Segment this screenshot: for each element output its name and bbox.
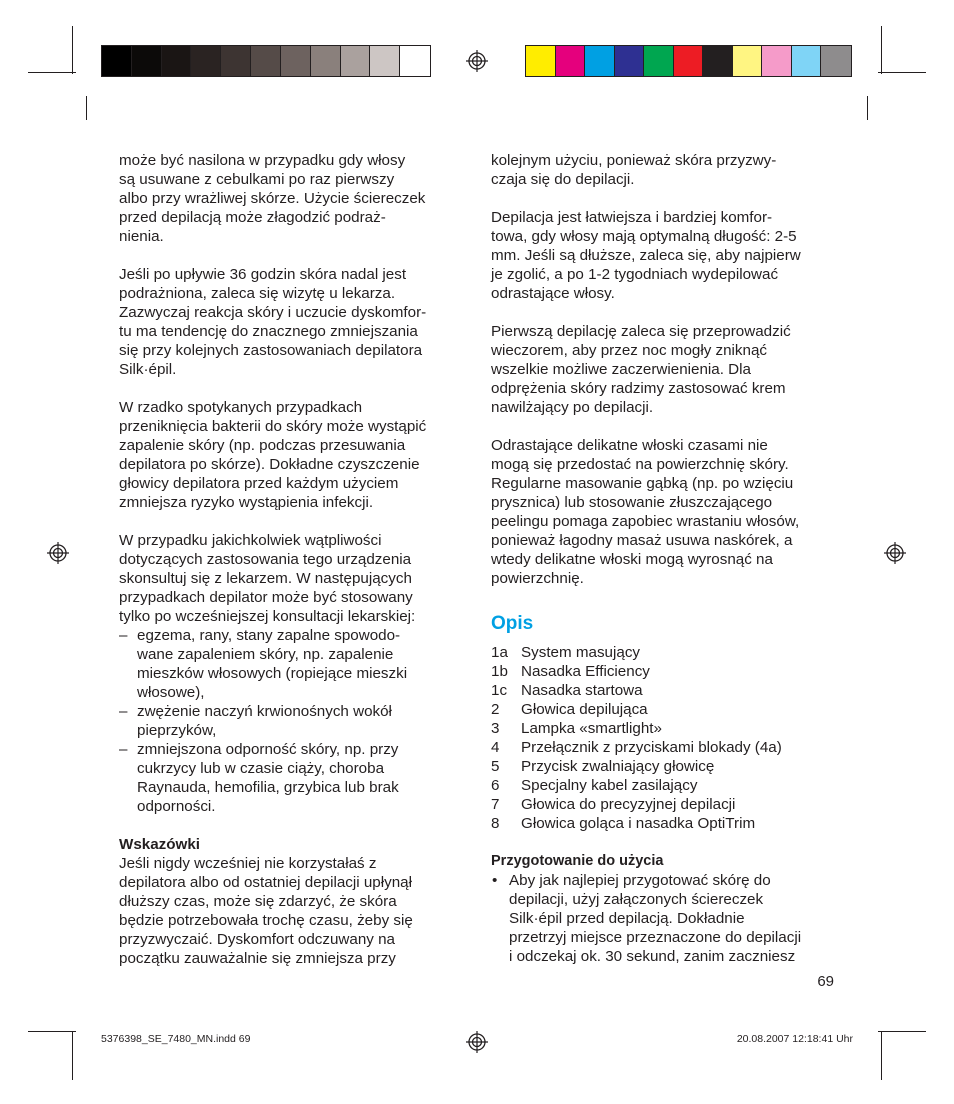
part-item bbox=[491, 643, 851, 662]
part-item bbox=[491, 776, 851, 795]
list-item: – zwężenie naczyń krwionośnych wokół pieprzyków, bbox=[119, 702, 469, 740]
preparation-heading: Przygotowanie do użycia bbox=[491, 853, 664, 869]
color-swatch bbox=[703, 46, 733, 76]
part-item bbox=[491, 719, 851, 738]
color-swatch bbox=[821, 46, 851, 76]
part-item bbox=[491, 757, 851, 776]
paragraph: Depilacja jest łatwiejsza i bardziej komfor- towa, gdy włosy mają optymalną długość: 2-5 mm. Jeśli są dłuższe, zaleca się, aby najpierw je zgolić, a po 1-2 tygodniach wydepilować odrastające włosy. bbox=[491, 209, 801, 302]
part-label: Nasadka Efficiency bbox=[521, 663, 650, 680]
left-column bbox=[119, 151, 469, 968]
crop-mark bbox=[72, 26, 73, 74]
part-number: 1b bbox=[491, 663, 508, 680]
list-item: – egzema, rany, stany zapalne spowodo- wane zapaleniem skóry, np. zapalenie mieszków włosowych (ropiejące mieszki włosowe), bbox=[119, 626, 469, 702]
color-swatch bbox=[526, 46, 556, 76]
crop-mark bbox=[881, 26, 882, 74]
part-number: 1c bbox=[491, 682, 508, 699]
paragraph: Odrastające delikatne włoski czasami nie mogą się przedostać na powierzchnię skóry. Regularne masowanie gąbką (np. po wzięciu prysznica) lub stosowanie złuszczającego peelingu pomaga zapobiec wrastaniu włosów, ponieważ łagodny masaż usuwa naskórek, a wtedy delikatne włoski mogą wyrosnąć na powierzchnię. bbox=[491, 437, 800, 587]
part-item bbox=[491, 738, 851, 757]
part-number: 1a bbox=[491, 644, 508, 661]
part-label: Nasadka startowa bbox=[521, 682, 643, 699]
crop-mark bbox=[86, 96, 87, 120]
footer-timestamp: 20.08.2007 12:18:41 Uhr bbox=[736, 1033, 853, 1045]
part-label: Przycisk zwalniający głowicę bbox=[521, 758, 715, 775]
part-label: Specjalny kabel zasilający bbox=[521, 777, 698, 794]
part-number: 8 bbox=[491, 815, 500, 832]
section-heading-opis: Opis bbox=[491, 613, 534, 634]
part-number: 6 bbox=[491, 777, 500, 794]
color-swatch bbox=[191, 46, 221, 76]
color-bar bbox=[525, 45, 852, 77]
paragraph: może być nasilona w przypadku gdy włosy są usuwane z cebulkami po raz pierwszy albo przy wrażliwej skórze. Użycie ściereczek przed depilacją może złagodzić podraż- nienia. bbox=[119, 152, 426, 245]
paragraph: kolejnym użyciu, ponieważ skóra przyzwy- czaja się do depilacji. bbox=[491, 152, 777, 188]
part-item bbox=[491, 814, 851, 833]
list-item: • Aby jak najlepiej przygotować skórę do depilacji, użyj załączonych ściereczek Silk·épil przed depilacją. Dokładnie przetrzyj miejsce przeznaczone do depilacji i odczekaj ok. 30 sekund, zanim zaczniesz bbox=[491, 871, 851, 966]
part-item bbox=[491, 681, 851, 700]
part-number: 7 bbox=[491, 796, 500, 813]
registration-mark-icon bbox=[466, 50, 488, 72]
color-swatch bbox=[792, 46, 822, 76]
page-number: 69 bbox=[817, 973, 834, 990]
tips-heading: Wskazówki bbox=[119, 836, 201, 853]
list-item: – zmniejszona odporność skóry, np. przy cukrzycy lub w czasie ciąży, choroba Raynauda, hemofilia, grzybica lub brak odporności. bbox=[119, 740, 469, 816]
part-label: Głowica do precyzyjnej depilacji bbox=[521, 796, 736, 813]
color-swatch bbox=[556, 46, 586, 76]
crop-mark bbox=[878, 72, 926, 73]
color-swatch bbox=[251, 46, 281, 76]
crop-mark bbox=[72, 1032, 73, 1080]
part-number: 5 bbox=[491, 758, 500, 775]
paragraph: W przypadku jakichkolwiek wątpliwości dotyczących zastosowania tego urządzenia skonsultuj się z lekarzem. W następujących przypadkach depilator może być stosowany tylko po wcześniejszej konsultacji lekarskiej: bbox=[119, 532, 416, 625]
color-swatch bbox=[585, 46, 615, 76]
crop-mark bbox=[28, 1031, 76, 1032]
part-number: 4 bbox=[491, 739, 500, 756]
crop-mark bbox=[878, 1031, 926, 1032]
color-swatch bbox=[733, 46, 763, 76]
part-label: Przełącznik z przyciskami blokady (4a) bbox=[521, 739, 782, 756]
part-label: Lampka «smartlight» bbox=[521, 720, 662, 737]
registration-mark-icon bbox=[466, 1031, 488, 1053]
part-number: 2 bbox=[491, 701, 500, 718]
part-item bbox=[491, 662, 851, 681]
color-swatch bbox=[102, 46, 132, 76]
color-swatch bbox=[674, 46, 704, 76]
color-swatch bbox=[162, 46, 192, 76]
part-item bbox=[491, 700, 851, 719]
part-label: System masujący bbox=[521, 644, 641, 661]
footer-file-info: 5376398_SE_7480_MN.indd 69 bbox=[101, 1033, 251, 1045]
registration-mark-icon bbox=[47, 542, 69, 564]
registration-mark-icon bbox=[884, 542, 906, 564]
part-label: Głowica goląca i nasadka OptiTrim bbox=[521, 815, 756, 832]
color-swatch bbox=[132, 46, 162, 76]
crop-mark bbox=[867, 96, 868, 120]
color-swatch bbox=[281, 46, 311, 76]
paragraph: Jeśli po upływie 36 godzin skóra nadal jest podrażniona, zaleca się wizytę u lekarza. Zazwyczaj reakcja skóry i uczucie dyskomfor- tu ma tendencję do znacznego zmniejszania się przy kolejnych zastosowaniach depilatora Silk·épil. bbox=[119, 266, 427, 378]
paragraph: Pierwszą depilację zaleca się przeprowadzić wieczorem, aby przez noc mogły zniknąć wszelkie możliwe zaczerwienienia. Dla odprężenia skóry radzimy zastosować krem nawilżający po depilacji. bbox=[491, 323, 791, 416]
color-swatch bbox=[400, 46, 430, 76]
color-swatch bbox=[311, 46, 341, 76]
contraindication-list bbox=[119, 626, 469, 816]
part-item bbox=[491, 795, 851, 814]
right-column bbox=[491, 151, 851, 966]
gray-scale-bar bbox=[101, 45, 431, 77]
crop-mark bbox=[28, 72, 76, 73]
part-number: 3 bbox=[491, 720, 500, 737]
paragraph: W rzadko spotykanych przypadkach przeniknięcia bakterii do skóry może wystąpić zapalenie skóry (np. podczas przesuwania depilatora po skórze). Dokładne czyszczenie głowicy depilatora przed każdym użyciem zmniejsza ryzyko wystąpienia infekcji. bbox=[119, 399, 427, 511]
color-swatch bbox=[370, 46, 400, 76]
color-swatch bbox=[221, 46, 251, 76]
color-swatch bbox=[762, 46, 792, 76]
color-swatch bbox=[341, 46, 371, 76]
part-label: Głowica depilująca bbox=[521, 701, 648, 718]
crop-mark bbox=[881, 1032, 882, 1080]
color-swatch bbox=[615, 46, 645, 76]
paragraph: Jeśli nigdy wcześniej nie korzystałaś z depilatora albo od ostatniej depilacji upłynął dłuższy czas, może się zdarzyć, że skóra będzie potrzebowała trochę czasu, żeby się przyzwyczaić. Dyskomfort odczuwany na początku zauważalnie się zmniejsza przy bbox=[119, 855, 413, 967]
parts-list bbox=[491, 643, 851, 833]
color-swatch bbox=[644, 46, 674, 76]
preparation-list bbox=[491, 871, 851, 966]
